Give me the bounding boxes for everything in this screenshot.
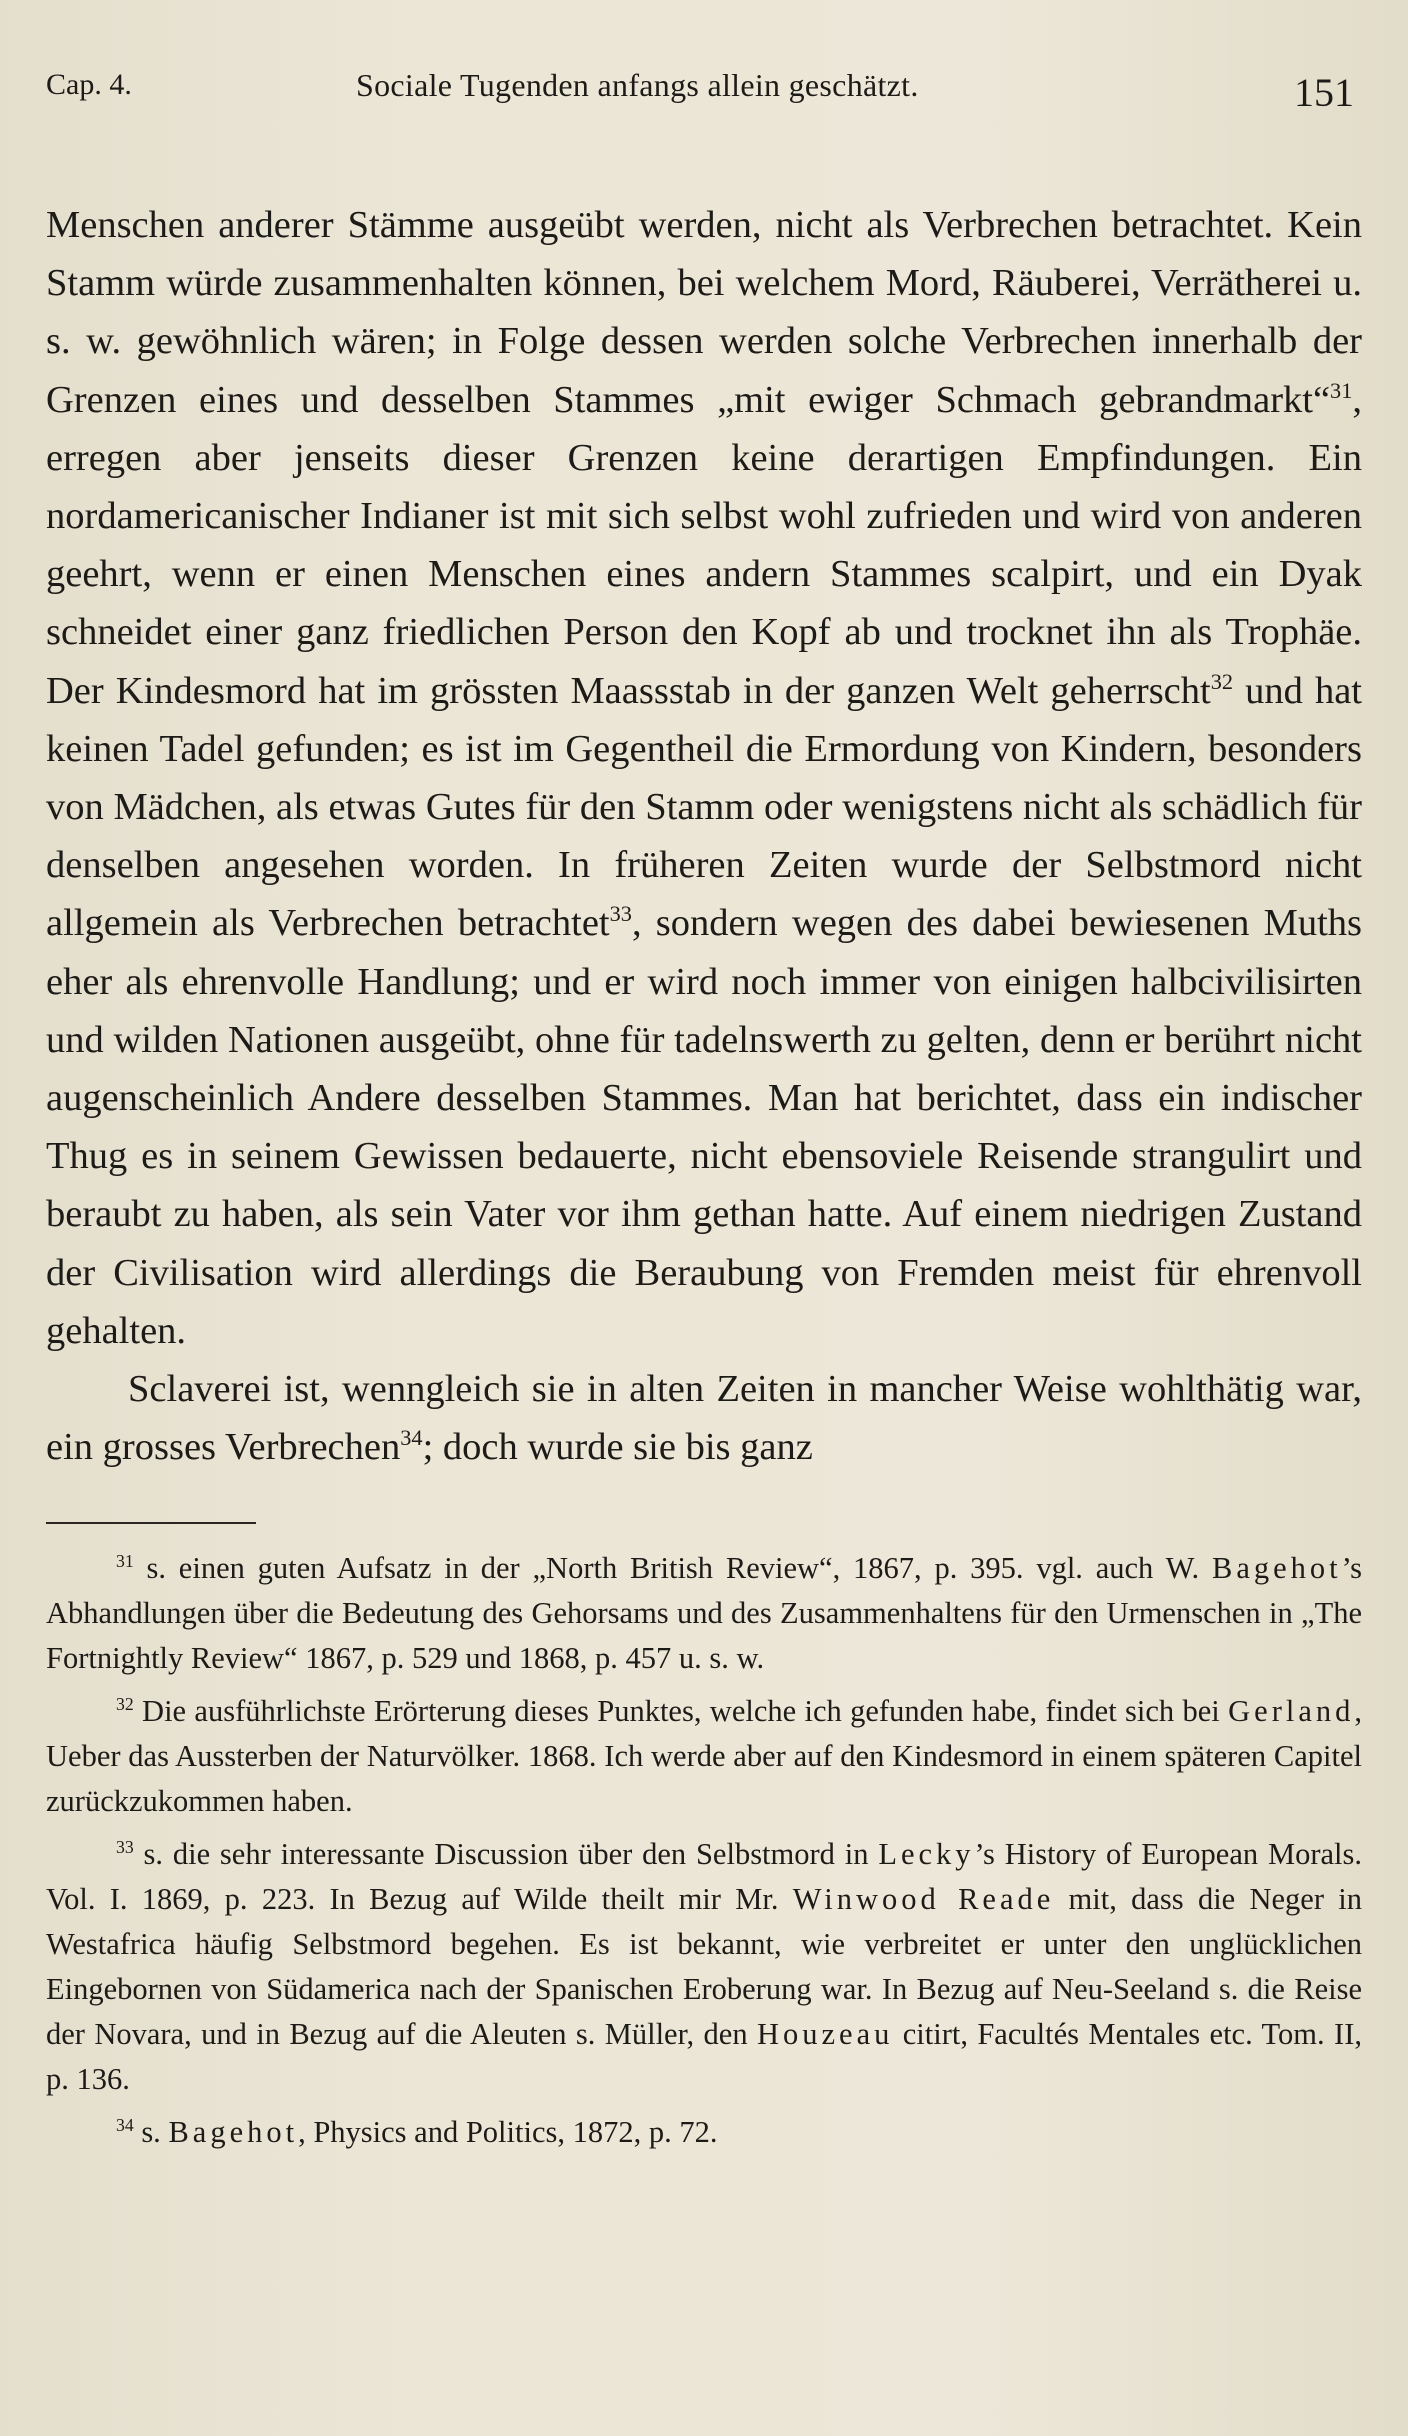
page-number: 151 xyxy=(1294,70,1354,115)
footnote-ref-34: 34 xyxy=(400,1425,423,1451)
footnote-33-author-3: Houzeau xyxy=(756,2017,894,2052)
footnote-34-part-2: , Physics and Politics, 1872, p. 72. xyxy=(298,2115,718,2150)
footnote-33 xyxy=(46,1832,1362,2102)
footnote-32-author: Gerland xyxy=(1228,1694,1355,1729)
footnote-ref-33: 33 xyxy=(609,901,632,927)
footnote-34-part-1: s. xyxy=(133,2115,169,2150)
footnote-number-31: 31 xyxy=(116,1551,134,1572)
paragraph-2-part-1: Sclaverei ist, wenngleich sie in alten Zeiten in mancher Weise wohlthätig war, ein grosses Verbrechen xyxy=(46,1368,1362,1469)
footnote-32 xyxy=(46,1689,1362,1824)
paragraph-1-part-1: Menschen anderer Stämme ausgeübt werden, nicht als Verbrechen betrachtet. Kein Stamm würde zusammenhalten können, bei welchem Mord, Räuberei, Verrätherei u. s. w. gewöhnlich wären; in Folge dessen werden solche Verbrechen innerhalb der Grenzen eines und desselben Stammes „mit ewiger Schmach gebrandmarkt“ xyxy=(46,204,1362,421)
paragraph-2 xyxy=(46,1360,1362,1476)
footnote-divider xyxy=(46,1522,256,1524)
footnote-33-part-4: citirt, Facultés Mentales etc. Tom. II, p. 136. xyxy=(46,2017,1362,2097)
footnote-33-part-2: ’s History of European Morals. Vol. I. 1869, p. 223. In Bezug auf Wilde theilt mir Mr. xyxy=(46,1837,1362,1917)
paragraph-1-part-3: und hat keinen Tadel gefunden; es ist im Gegentheil die Ermordung von Kindern, besonders von Mädchen, als etwas Gutes für den Stamm oder wenigstens nicht als schädlich für denselben angesehen worden. In früheren Zeiten wurde der Selbstmord nicht allgemein als Verbrechen betrachtet xyxy=(46,669,1362,945)
chapter-label: Cap. 4. xyxy=(46,68,132,101)
footnote-32-part-1: Die ausführlichste Erörterung dieses Punktes, welche ich gefunden habe, findet sich bei xyxy=(133,1694,1229,1729)
footnote-ref-31: 31 xyxy=(1330,377,1353,403)
running-header xyxy=(46,50,1362,120)
footnote-34 xyxy=(46,2110,1362,2155)
paragraph-1-part-2: , erregen aber jenseits dieser Grenzen keine derartigen Empfindungen. Ein nordamericanischer Indianer ist mit sich selbst wohl zufrieden und wird von anderen geehrt, wenn er einen Menschen eines andern Stammes scalpirt, und ein Dyak schneidet einer ganz friedlichen Person den Kopf ab und trocknet ihn als Trophäe. Der Kindesmord hat im grössten Maassstab in der ganzen Welt geherrscht xyxy=(46,378,1362,712)
footnote-33-author-1: Lecky xyxy=(878,1837,975,1872)
footnote-number-33: 33 xyxy=(116,1837,134,1858)
footnote-ref-32: 32 xyxy=(1210,668,1234,694)
footnote-31 xyxy=(46,1546,1362,1681)
footnote-33-author-2: Winwood Reade xyxy=(792,1882,1055,1917)
footnote-33-part-3: mit, dass die Neger in Westafrica häufig Selbstmord begehen. Es ist bekannt, wie verbreitet er unter den unglücklichen Eingebornen von Südamerica nach der Spanischen Eroberung war. In Bezug auf Neu-Seeland s. die Reise der Novara, und in Bezug auf die Aleuten s. Müller, den xyxy=(46,1882,1362,2052)
footnote-34-author: Bagehot xyxy=(168,2115,299,2150)
main-text xyxy=(46,196,1362,1476)
footnote-31-author: Bagehot xyxy=(1212,1551,1342,1586)
footnote-32-part-2: , Ueber das Aussterben der Naturvölker. 1868. Ich werde aber auf den Kindesmord in einem späteren Capitel zurückzukommen haben. xyxy=(46,1694,1362,1819)
footnote-33-part-1: s. die sehr interessante Discussion über den Selbstmord in xyxy=(133,1837,879,1872)
paragraph-2-part-2: ; doch wurde sie bis ganz xyxy=(422,1426,813,1469)
footnote-31-part-2: ’s Abhandlungen über die Bedeutung des Gehorsams und des Zusammenhaltens für den Urmenschen in „The Fortnightly Review“ 1867, p. 529 und 1868, p. 457 u. s. w. xyxy=(46,1551,1362,1676)
footnote-number-34: 34 xyxy=(116,2115,134,2136)
running-title: Sociale Tugenden anfangs allein geschätzt. xyxy=(356,67,919,103)
footnote-number-32: 32 xyxy=(116,1694,134,1715)
paragraph-1-part-4: , sondern wegen des dabei bewiesenen Muths eher als ehrenvolle Handlung; und er wird noch immer von einigen halbcivilisirten und wilden Nationen ausgeübt, ohne für tadelnswerth zu gelten, denn er berührt nicht augenscheinlich Andere desselben Stammes. Man hat berichtet, dass ein indischer Thug es in seinem Gewissen bedauerte, nicht ebensoviele Reisende strangulirt und beraubt zu haben, als sein Vater vor ihm gethan hatte. Auf einem niedrigen Zustand der Civilisation wird allerdings die Beraubung von Fremden meist für ehrenvoll gehalten. xyxy=(46,902,1362,1352)
footnotes xyxy=(46,1546,1362,2155)
paragraph-1 xyxy=(46,196,1362,1360)
footnote-31-part-1: s. einen guten Aufsatz in der „North British Review“, 1867, p. 395. vgl. auch W. xyxy=(133,1551,1212,1586)
